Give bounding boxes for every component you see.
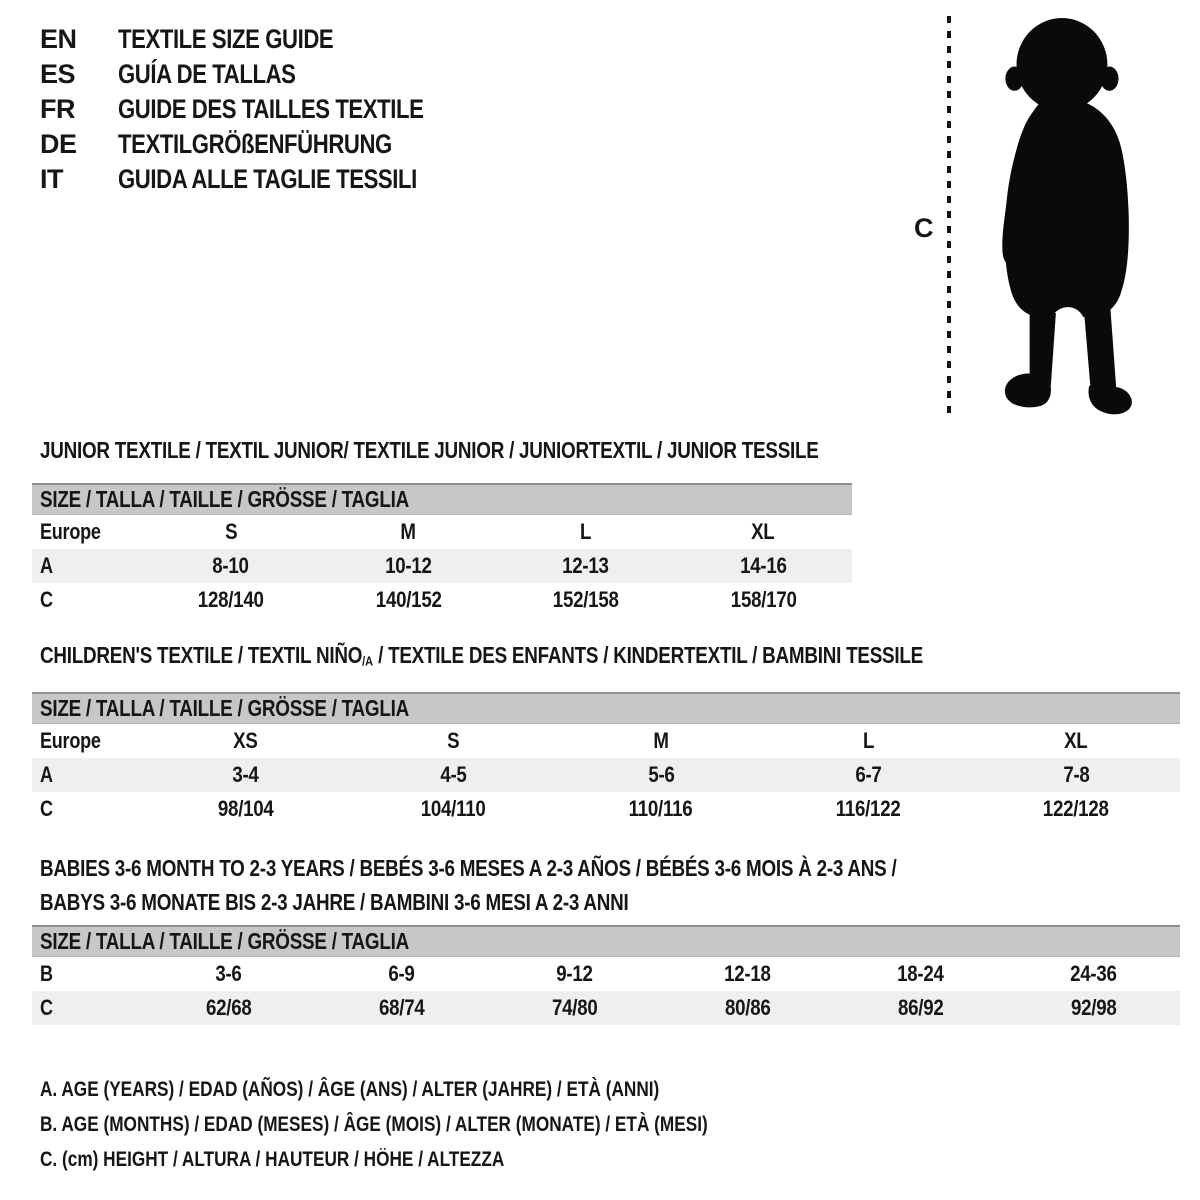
row-label-cell: C <box>40 587 53 612</box>
height-cell: 68/74 <box>378 995 425 1020</box>
age-cell: 3-4 <box>232 762 259 787</box>
age-cell: 10-12 <box>384 553 432 578</box>
language-code: DE <box>40 129 77 159</box>
junior-section-title <box>40 437 990 464</box>
row-label-cell: A <box>40 553 53 578</box>
row-label-cell: C <box>40 995 53 1020</box>
row-label-cell: Europe <box>40 728 101 753</box>
babies-section-title-line2: BABYS 3-6 MONATE BIS 2-3 JAHRE / BAMBINI 3-6 MESI A 2-3 ANNI <box>40 889 629 915</box>
row-label-cell: C <box>40 796 53 821</box>
size-cell: XL <box>751 519 775 544</box>
age-cell: 24-36 <box>1070 961 1117 986</box>
table-row <box>32 991 1180 1025</box>
age-cell: 5-6 <box>647 762 675 787</box>
babies-section-title <box>40 851 1085 919</box>
junior-size-table <box>32 483 852 617</box>
junior-section-title-text: JUNIOR TEXTILE / TEXTIL JUNIOR/ TEXTILE JUNIOR / JUNIORTEXTIL / JUNIOR TESSILE <box>40 437 819 463</box>
language-row <box>40 22 491 57</box>
height-cell: 104/110 <box>420 796 486 821</box>
size-cell: XS <box>233 728 259 753</box>
babies-section-title-line1: BABIES 3-6 MONTH TO 2-3 YEARS / BEBÉS 3-6 MESES A 2-3 AÑOS / BÉBÉS 3-6 MOIS À 2-3 ANS / <box>40 855 897 881</box>
height-measure-figure <box>900 0 1190 430</box>
height-cell: 128/140 <box>197 587 264 612</box>
size-cell: L <box>580 519 592 544</box>
height-cell: 98/104 <box>217 796 274 821</box>
guide-title-it: GUIDA ALLE TAGLIE TESSILI <box>118 164 417 194</box>
children-section-title <box>40 642 1117 674</box>
size-cell: M <box>400 519 416 544</box>
language-row <box>40 162 491 197</box>
legend-line-a <box>40 1072 854 1107</box>
table-row <box>32 957 1180 992</box>
size-header-bar <box>32 926 1180 957</box>
size-header-text: SIZE / TALLA / TAILLE / GRÖSSE / TAGLIA <box>40 486 409 512</box>
toddler-silhouette-image <box>970 14 1164 418</box>
age-cell: 9-12 <box>556 961 593 986</box>
language-row <box>40 127 491 162</box>
size-cell: S <box>447 728 460 753</box>
language-title-block <box>40 22 491 197</box>
size-cell: L <box>862 728 875 753</box>
age-cell: 8-10 <box>212 553 249 578</box>
age-cell: 4-5 <box>440 762 467 787</box>
row-label-cell: A <box>40 762 53 787</box>
legend-text-b: B. AGE (MONTHS) / EDAD (MESES) / ÂGE (MOIS) / ALTER (MONATE) / ETÀ (MESI) <box>40 1112 708 1136</box>
guide-title-fr: GUIDE DES TAILLES TEXTILE <box>118 94 424 124</box>
age-cell: 18-24 <box>897 961 944 986</box>
language-row <box>40 92 491 127</box>
language-code: FR <box>40 94 75 124</box>
babies-size-table <box>32 925 1180 1025</box>
height-measure-dashed-line <box>944 12 954 422</box>
height-cell: 158/170 <box>730 587 797 612</box>
language-row <box>40 57 491 92</box>
age-cell: 14-16 <box>739 553 787 578</box>
height-cell: 116/122 <box>836 796 901 821</box>
guide-title-de: TEXTILGRÖßENFÜHRUNG <box>118 129 392 159</box>
legend-text-c: C. (cm) HEIGHT / ALTURA / HAUTEUR / HÖHE / ALTEZZA <box>40 1147 505 1171</box>
table-row <box>32 549 852 583</box>
table-row <box>32 515 852 550</box>
age-cell: 6-7 <box>855 762 882 787</box>
height-cell: 74/80 <box>551 995 598 1020</box>
legend-block <box>40 1072 854 1177</box>
size-header-text: SIZE / TALLA / TAILLE / GRÖSSE / TAGLIA <box>40 928 409 954</box>
height-cell: 140/152 <box>375 587 442 612</box>
size-cell: M <box>653 728 669 753</box>
table-row <box>32 792 1180 826</box>
legend-line-c <box>40 1142 854 1177</box>
height-cell: 152/158 <box>552 587 619 612</box>
height-cell: 80/86 <box>724 995 771 1020</box>
legend-line-b <box>40 1107 854 1142</box>
height-cell: 86/92 <box>897 995 944 1020</box>
size-cell: XL <box>1064 728 1088 753</box>
size-cell: S <box>224 519 237 544</box>
guide-title-es: GUÍA DE TALLAS <box>118 59 296 89</box>
guide-title-en: TEXTILE SIZE GUIDE <box>118 24 334 54</box>
height-cell: 110/116 <box>629 796 693 821</box>
height-cell: 62/68 <box>205 995 252 1020</box>
age-cell: 12-13 <box>562 553 610 578</box>
language-code: EN <box>40 24 77 54</box>
row-label-cell: B <box>40 961 53 986</box>
table-row <box>32 724 1180 759</box>
children-size-table <box>32 692 1180 826</box>
age-cell: 6-9 <box>388 961 415 986</box>
table-row <box>32 583 852 617</box>
height-cell: 92/98 <box>1070 995 1117 1020</box>
size-header-bar <box>32 484 852 515</box>
age-cell: 3-6 <box>215 961 242 986</box>
height-measure-label: C <box>914 213 934 243</box>
language-code: ES <box>40 59 76 89</box>
age-cell: 12-18 <box>724 961 771 986</box>
language-code: IT <box>40 164 63 194</box>
children-section-title-text: CHILDREN'S TEXTILE / TEXTIL NIÑO/A / TEXTILE DES ENFANTS / KINDERTEXTIL / BAMBINI TESSILE <box>40 642 923 669</box>
age-cell: 7-8 <box>1063 762 1090 787</box>
height-cell: 122/128 <box>1043 796 1110 821</box>
size-header-bar <box>32 693 1180 724</box>
table-row <box>32 758 1180 792</box>
size-header-text: SIZE / TALLA / TAILLE / GRÖSSE / TAGLIA <box>40 695 409 721</box>
legend-text-a: A. AGE (YEARS) / EDAD (AÑOS) / ÂGE (ANS) / ALTER (JAHRE) / ETÀ (ANNI) <box>40 1077 660 1101</box>
row-label-cell: Europe <box>40 519 101 544</box>
